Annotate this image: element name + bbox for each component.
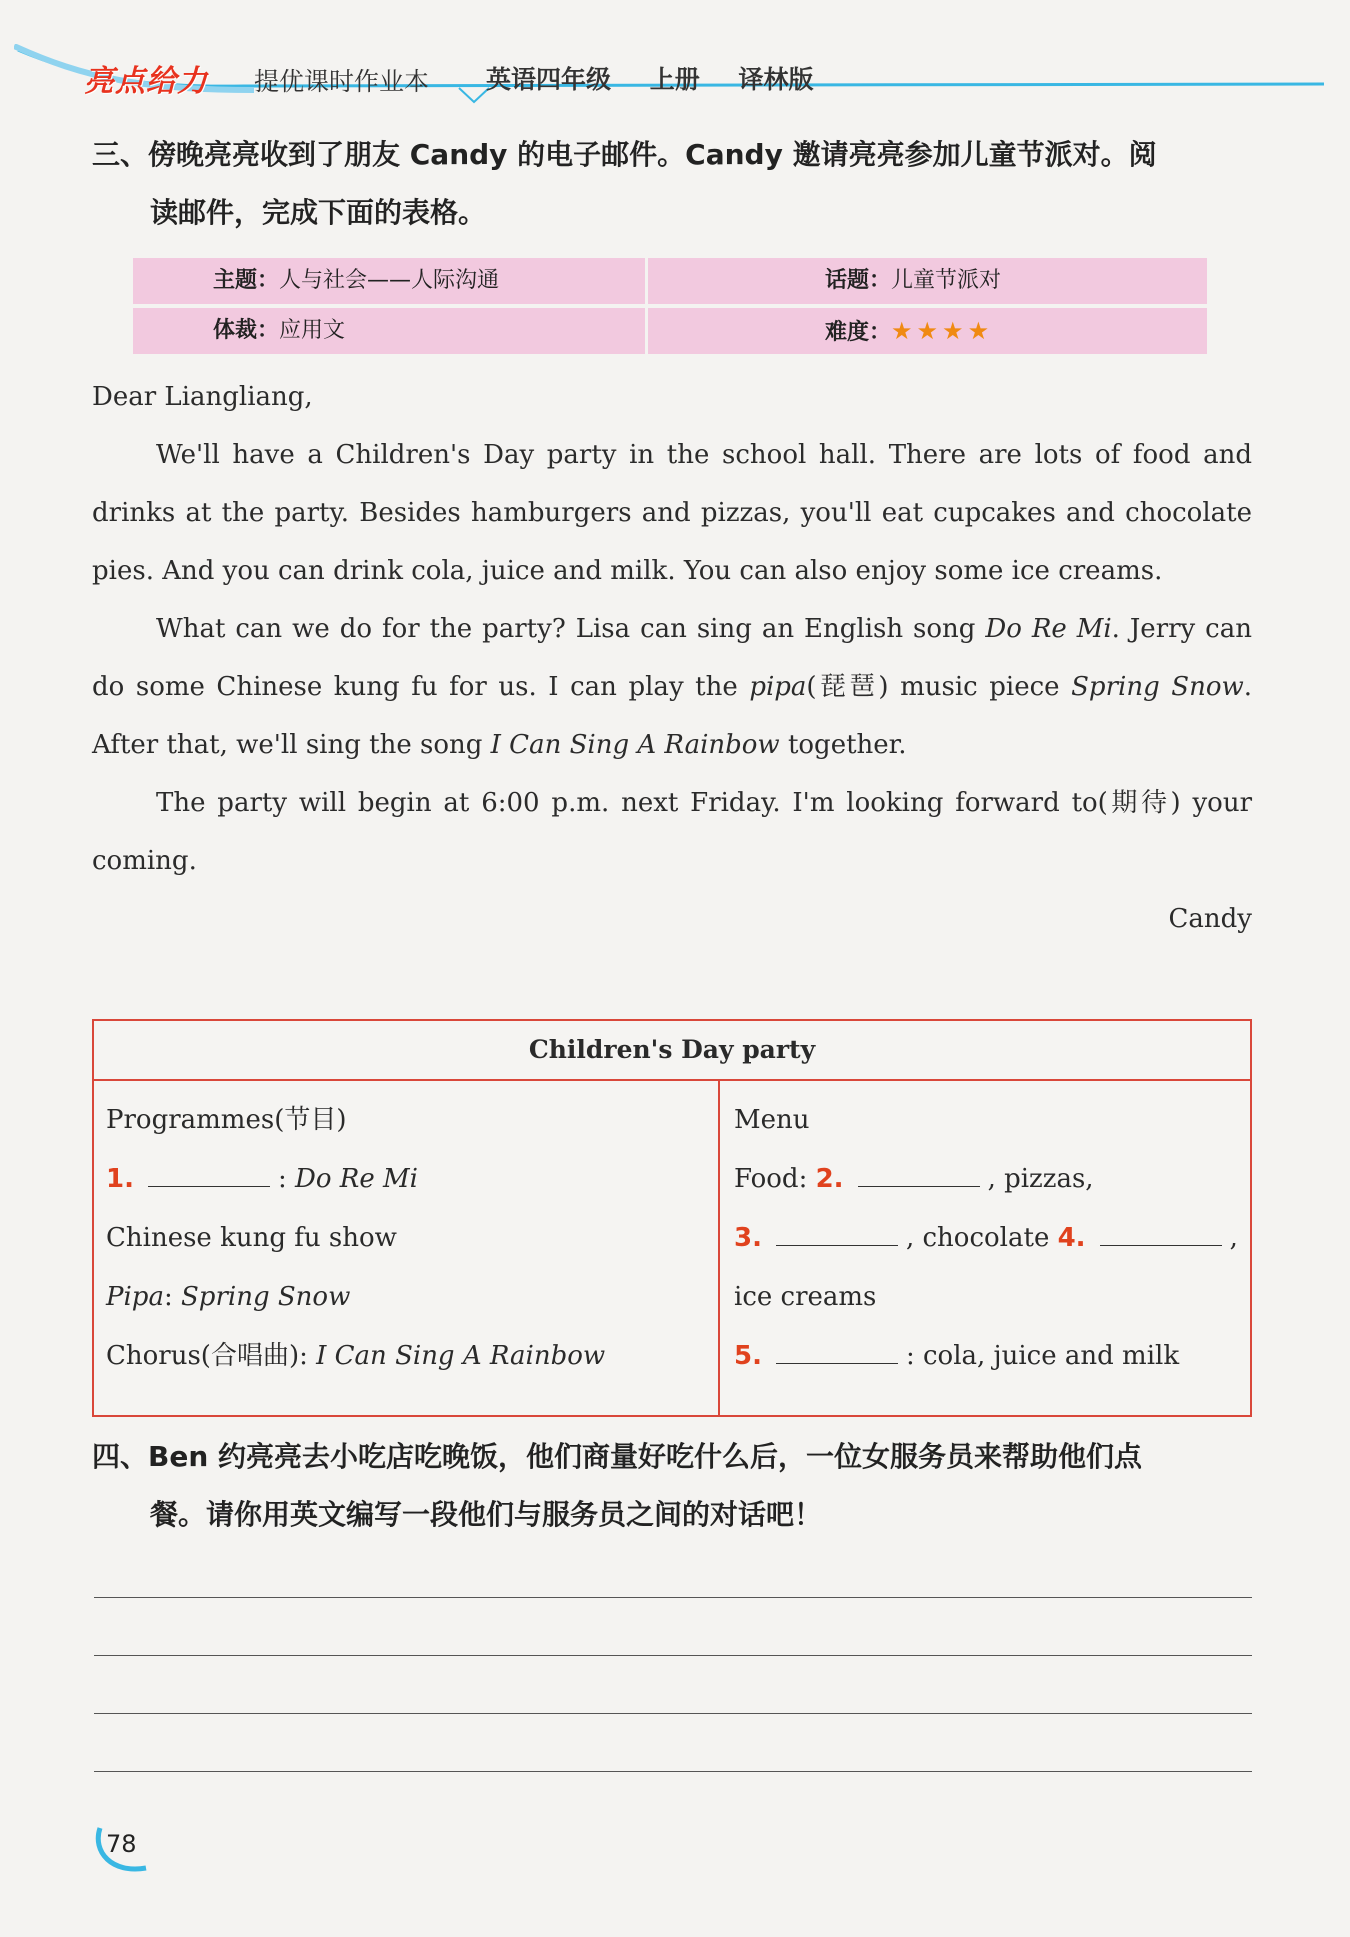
theme-cell xyxy=(213,258,499,304)
programme-1-song: Do Re Mi xyxy=(295,1164,418,1194)
difficulty-label: 难度： xyxy=(825,320,892,345)
series-name: 提优课时作业本 xyxy=(254,67,430,96)
table-column-divider xyxy=(718,1079,720,1417)
menu-food-line xyxy=(734,1150,1238,1209)
programmes-heading: Programmes(节目) xyxy=(106,1105,347,1135)
section-3-line2: 读邮件，完成下面的表格。 xyxy=(150,196,487,229)
difficulty-cell xyxy=(825,308,993,354)
writing-line-3[interactable] xyxy=(94,1713,1252,1714)
letter-greeting: Dear Liangliang, xyxy=(92,382,313,412)
p2-text-b: . Jerry can do some Chinese kung fu for us. I can play the xyxy=(92,614,1252,702)
chorus-song: I Can Sing A Rainbow xyxy=(316,1341,606,1371)
blank-number-1: 1. xyxy=(106,1164,134,1194)
p2-text-a: What can we do for the party? Lisa can sing an English song xyxy=(156,614,986,644)
food-after-3: , chocolate xyxy=(905,1223,1058,1253)
genre-cell xyxy=(213,308,345,354)
party-table xyxy=(92,1019,1252,1417)
menu-ice-creams: ice creams xyxy=(734,1282,877,1312)
letter-paragraph-2 xyxy=(92,600,1252,774)
programme-item-4 xyxy=(106,1327,605,1386)
book-info xyxy=(486,60,843,96)
book-volume: 上册 xyxy=(649,65,700,94)
p2-piece: Spring Snow xyxy=(1071,672,1244,702)
theme-label: 主题： xyxy=(213,268,280,293)
letter-paragraph-1: We'll have a Children's Day party in the school hall. There are lots of food and drinks at the party. Besides hamburgers and pizzas, you'll eat cupcakes and chocolate pies. And you can drink cola, juice and milk. You can also enjoy some ice creams. xyxy=(92,440,1252,586)
reading-info-box xyxy=(133,258,1207,354)
programmes-column xyxy=(106,1091,605,1386)
p2-text-c: (琵琶) music piece xyxy=(806,672,1072,702)
menu-line-3-4 xyxy=(734,1209,1238,1268)
answer-blank-3[interactable] xyxy=(776,1217,898,1246)
section-3-line1: 三、傍晚亮亮收到了朋友 Candy 的电子邮件。Candy 邀请亮亮参加儿童节派对。阅 xyxy=(92,138,1157,171)
topic-value: 儿童节派对 xyxy=(891,268,1002,293)
programme-item-3: Pipa: Spring Snow xyxy=(106,1282,351,1312)
p2-text-e: together. xyxy=(779,730,907,760)
genre-label: 体裁： xyxy=(213,318,280,343)
answer-blank-5[interactable] xyxy=(776,1335,898,1364)
brand-logo: 亮点给力 xyxy=(84,64,208,99)
blank-number-2: 2. xyxy=(815,1164,844,1194)
p2-text-d: . After that, we'll sing the song xyxy=(92,672,1252,760)
pipa-piece: Spring Snow xyxy=(181,1282,351,1312)
book-grade: 英语四年级 xyxy=(486,65,612,94)
p2-pipa: pipa xyxy=(749,672,807,702)
answer-blank-4[interactable] xyxy=(1100,1217,1222,1246)
theme-value: 人与社会——人际沟通 xyxy=(279,268,500,293)
letter-signature: Candy xyxy=(1168,904,1252,934)
info-row-1 xyxy=(133,258,1207,304)
food-label: Food: xyxy=(734,1164,816,1194)
food-after-4: , xyxy=(1229,1223,1238,1253)
writing-line-1[interactable] xyxy=(94,1597,1252,1598)
genre-value: 应用文 xyxy=(279,318,346,343)
table-title: Children's Day party xyxy=(94,1021,1250,1081)
programme-item-1: 1. : Do Re Mi xyxy=(106,1150,605,1209)
blank-number-3: 3. xyxy=(734,1223,762,1253)
drinks-after-5: : cola, juice and milk xyxy=(905,1341,1180,1371)
letter-paragraph-3: The party will begin at 6:00 p.m. next Friday. I'm looking forward to(期待) your coming. xyxy=(92,788,1252,876)
p2-song-1: Do Re Mi xyxy=(985,614,1112,644)
writing-line-4[interactable] xyxy=(94,1771,1252,1772)
email-letter xyxy=(92,368,1252,948)
food-after-2: , pizzas, xyxy=(987,1164,1094,1194)
p2-song-2: I Can Sing A Rainbow xyxy=(490,730,780,760)
pipa-label: Pipa xyxy=(106,1282,164,1312)
section-4-line1: 四、Ben 约亮亮去小吃店吃晚饭，他们商量好吃什么后，一位女服务员来帮助他们点 xyxy=(92,1440,1143,1473)
blank-number-5: 5. xyxy=(734,1341,762,1371)
writing-line-2[interactable] xyxy=(94,1655,1252,1656)
programme-item-2: Chinese kung fu show xyxy=(106,1223,397,1253)
menu-column xyxy=(734,1091,1238,1386)
section-3-instruction xyxy=(92,126,1157,242)
info-divider xyxy=(645,258,648,354)
menu-drinks-line xyxy=(734,1327,1238,1386)
section-4-line2: 餐。请你用英文编写一段他们与服务员之间的对话吧！ xyxy=(150,1498,823,1531)
chorus-label: Chorus(合唱曲): xyxy=(106,1341,317,1371)
info-row-2 xyxy=(133,308,1207,354)
topic-label: 话题： xyxy=(825,268,892,293)
book-edition: 译林版 xyxy=(738,65,814,94)
topic-cell xyxy=(825,258,1001,304)
menu-heading: Menu xyxy=(734,1105,810,1135)
difficulty-stars-icon: ★★★★ xyxy=(891,317,994,345)
answer-blank-1[interactable] xyxy=(148,1158,270,1187)
page-header xyxy=(14,44,1334,114)
blank-number-4: 4. xyxy=(1057,1223,1086,1253)
answer-blank-2[interactable] xyxy=(858,1158,980,1187)
section-4-instruction xyxy=(92,1428,1142,1544)
page-number: 78 xyxy=(106,1830,137,1858)
